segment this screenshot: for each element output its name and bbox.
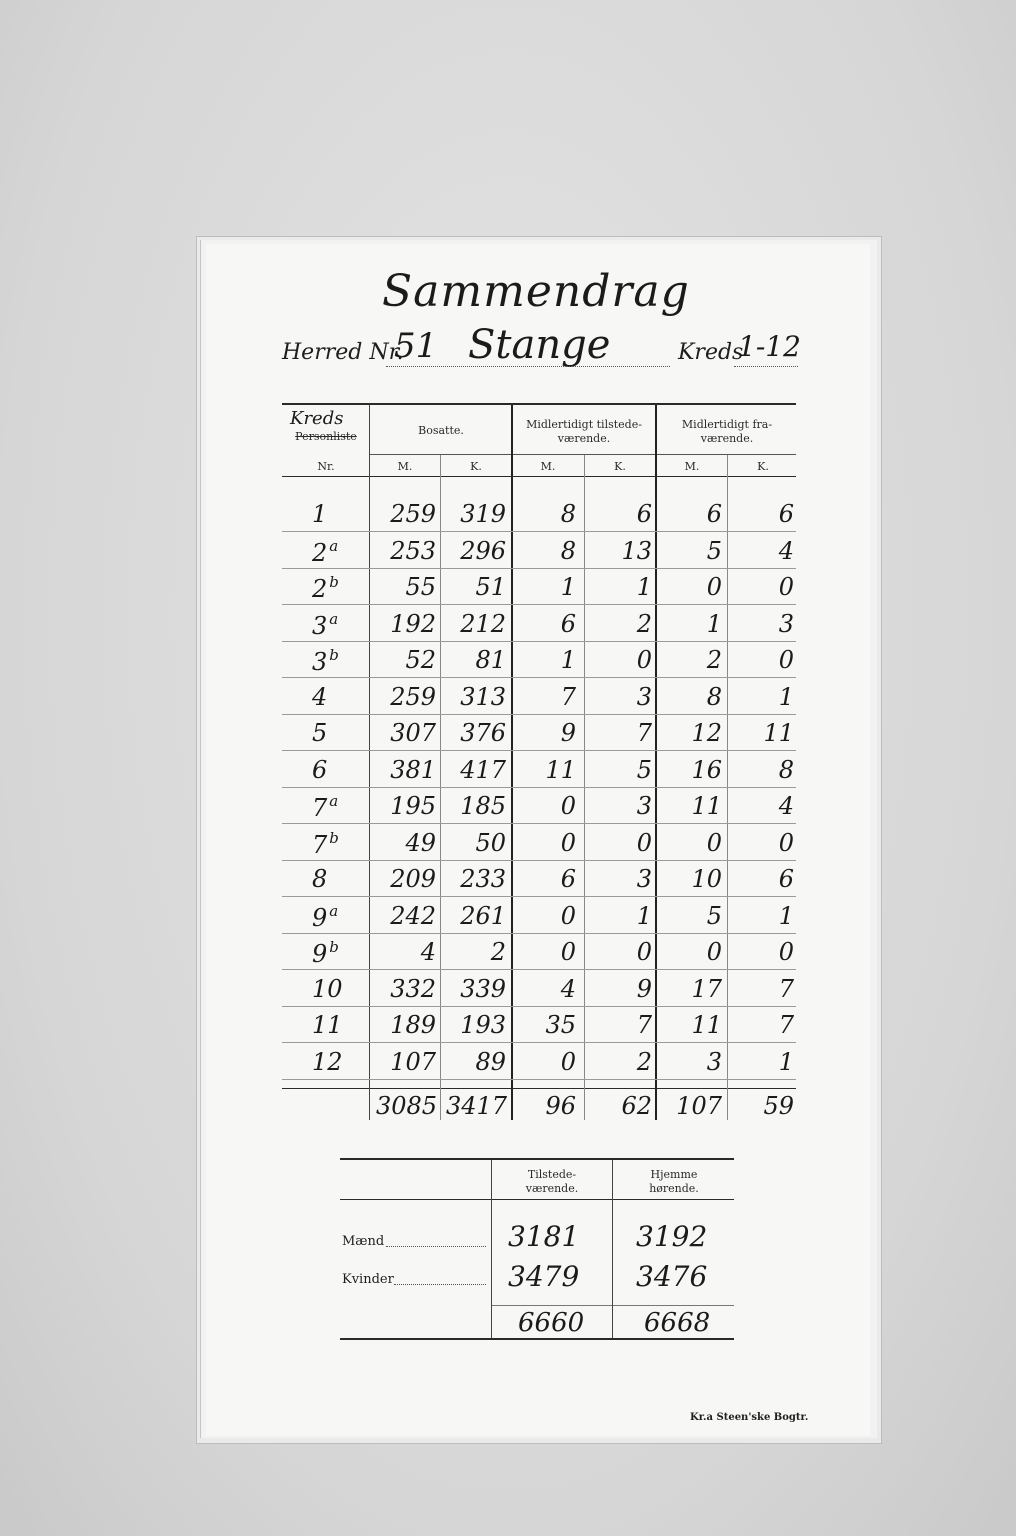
row-nr-number: 3 (312, 612, 328, 640)
cell-tm: 0 (560, 829, 576, 857)
cell-bk: 185 (460, 792, 506, 820)
row-rule (282, 787, 796, 788)
cell-tm: 35 (545, 1011, 576, 1039)
herred-dotted-line (386, 366, 670, 367)
cell-fk: 1 (778, 683, 794, 711)
total-hjemme: 6668 (644, 1308, 711, 1338)
row-nr-number: 9 (312, 904, 328, 932)
total-tilstede-m: 96 (545, 1092, 576, 1120)
row-nr-number: 10 (312, 975, 343, 1003)
row-nr (312, 573, 372, 603)
kreds-value: 1-12 (738, 330, 801, 363)
row-nr-number: 2 (312, 539, 328, 567)
cell-tm: 0 (560, 792, 576, 820)
cell-tk: 1 (636, 573, 652, 601)
cell-tk: 3 (636, 683, 652, 711)
row-rule (282, 1079, 796, 1080)
row-nr-suffix: b (329, 573, 339, 591)
cell-bk: 89 (475, 1048, 506, 1076)
cell-tk: 5 (636, 756, 652, 784)
summary-sum-rule (492, 1305, 734, 1306)
cell-tk: 0 (636, 829, 652, 857)
row-nr-number: 7 (312, 831, 328, 859)
cell-tm: 0 (560, 938, 576, 966)
row-nr-suffix: b (329, 829, 339, 847)
cell-bm: 253 (390, 537, 436, 565)
cell-tk: 6 (636, 500, 652, 528)
col-divider-3 (511, 405, 513, 1120)
row-nr (312, 683, 372, 711)
row-nr (312, 1011, 372, 1039)
bosatte-caption: Bosatte. (418, 424, 464, 437)
kreds-dotted-line (734, 366, 798, 367)
bosatte-m-caption: M. (397, 460, 413, 473)
row-rule (282, 896, 796, 897)
summary-header-rule (340, 1199, 734, 1200)
row-nr (312, 792, 372, 822)
cell-bk: 51 (475, 573, 506, 601)
maend-hjemme: 3192 (636, 1220, 708, 1253)
cell-fm: 0 (706, 938, 722, 966)
cell-bm: 4 (420, 938, 436, 966)
cell-bk: 376 (460, 719, 506, 747)
row-rule (282, 933, 796, 934)
cell-tm: 9 (560, 719, 576, 747)
cell-fm: 16 (691, 756, 722, 784)
nr-caption: Nr. (317, 460, 335, 473)
cell-fm: 12 (691, 719, 722, 747)
cell-fk: 7 (778, 1011, 794, 1039)
cell-tm: 0 (560, 1048, 576, 1076)
kreds-handwritten: Kreds (290, 408, 344, 429)
cell-fm: 10 (691, 865, 722, 893)
cell-fm: 5 (706, 537, 722, 565)
row-nr-number: 12 (312, 1048, 343, 1076)
cell-bk: 193 (460, 1011, 506, 1039)
cell-tm: 4 (560, 975, 576, 1003)
row-nr (312, 756, 372, 784)
summary-hjemme-line2: hørende. (649, 1182, 699, 1195)
cell-bm: 307 (390, 719, 436, 747)
cell-bk: 233 (460, 865, 506, 893)
col-divider-5 (655, 405, 657, 1120)
row-nr (312, 646, 372, 676)
row-nr-suffix: a (329, 610, 339, 628)
summary-col-divider-2 (612, 1160, 613, 1338)
summary-hjemme-line1: Hjemme (650, 1168, 698, 1181)
cell-fk: 7 (778, 975, 794, 1003)
cell-tk: 7 (636, 1011, 652, 1039)
cell-tm: 0 (560, 902, 576, 930)
cell-fk: 1 (778, 902, 794, 930)
cell-fm: 1 (706, 610, 722, 638)
cell-bk: 296 (460, 537, 506, 565)
row-nr-number: 7 (312, 794, 328, 822)
table-top-rule (282, 403, 796, 405)
row-nr-number: 11 (312, 1011, 343, 1039)
cell-bm: 192 (390, 610, 436, 638)
cell-bk: 339 (460, 975, 506, 1003)
maend-label: Mænd (342, 1234, 385, 1249)
cell-fm: 6 (706, 500, 722, 528)
printer-imprint: Kr.a Steen'ske Bogtr. (690, 1412, 809, 1423)
cell-fk: 3 (778, 610, 794, 638)
cell-tm: 8 (560, 537, 576, 565)
cell-bk: 319 (460, 500, 506, 528)
cell-tk: 3 (636, 865, 652, 893)
cell-bm: 52 (405, 646, 436, 674)
row-nr-number: 9 (312, 940, 328, 968)
row-nr-number: 2 (312, 575, 328, 603)
cell-fk: 11 (763, 719, 794, 747)
kreds-label: Kreds (678, 340, 744, 365)
cell-tm: 1 (560, 573, 576, 601)
cell-fm: 0 (706, 573, 722, 601)
herred-label: Herred Nr. (282, 340, 404, 365)
cell-bk: 212 (460, 610, 506, 638)
kvinder-tilstede: 3479 (508, 1260, 580, 1293)
personliste-caption: Personliste (295, 430, 357, 443)
header-bottom-rule (282, 476, 796, 477)
cell-bk: 81 (475, 646, 506, 674)
cell-bm: 55 (405, 573, 436, 601)
summary-tilstede-line1: Tilstede- (527, 1168, 577, 1181)
bosatte-k-caption: K. (470, 460, 482, 473)
cell-bm: 332 (390, 975, 436, 1003)
cell-bk: 417 (460, 756, 506, 784)
cell-bk: 313 (460, 683, 506, 711)
row-nr (312, 1048, 372, 1076)
row-nr-suffix: a (329, 537, 339, 555)
row-nr (312, 500, 372, 528)
total-fravaerende-m: 107 (676, 1092, 722, 1120)
row-rule (282, 750, 796, 751)
cell-tk: 3 (636, 792, 652, 820)
cell-fk: 0 (778, 646, 794, 674)
cell-bk: 261 (460, 902, 506, 930)
row-nr (312, 719, 372, 747)
row-nr-number: 4 (312, 683, 328, 711)
cell-tk: 0 (636, 938, 652, 966)
row-nr-suffix: a (329, 792, 339, 810)
cell-tm: 1 (560, 646, 576, 674)
cell-fk: 4 (778, 792, 794, 820)
row-nr (312, 829, 372, 859)
cell-fm: 11 (691, 792, 722, 820)
kvinder-label: Kvinder (342, 1272, 394, 1287)
row-nr-number: 1 (312, 500, 328, 528)
maend-dotted-line (386, 1246, 486, 1247)
cell-fm: 5 (706, 902, 722, 930)
summary-tilstede-line2: værende. (525, 1182, 579, 1195)
cell-fm: 11 (691, 1011, 722, 1039)
row-rule (282, 860, 796, 861)
document-title: Sammendrag (382, 266, 690, 317)
maend-tilstede: 3181 (508, 1220, 580, 1253)
row-rule (282, 714, 796, 715)
cell-bm: 242 (390, 902, 436, 930)
row-rule (282, 969, 796, 970)
cell-fm: 0 (706, 829, 722, 857)
cell-tm: 8 (560, 500, 576, 528)
cell-fk: 0 (778, 938, 794, 966)
cell-tk: 1 (636, 902, 652, 930)
row-nr-suffix: b (329, 646, 339, 664)
cell-bk: 50 (475, 829, 506, 857)
summary-top-rule (340, 1158, 734, 1160)
fravaerende-caption-line2: værende. (700, 432, 754, 445)
row-nr-number: 3 (312, 648, 328, 676)
tilstede-caption-line2: værende. (557, 432, 611, 445)
total-tilstede: 6660 (518, 1308, 585, 1338)
row-rule (282, 1042, 796, 1043)
row-rule (282, 568, 796, 569)
fravaerende-m-caption: M. (684, 460, 700, 473)
cell-tk: 9 (636, 975, 652, 1003)
row-rule (282, 823, 796, 824)
cell-fk: 4 (778, 537, 794, 565)
header-sub-rule (370, 454, 796, 455)
fravaerende-caption-line1: Midlertidigt fra- (681, 418, 773, 431)
row-nr (312, 938, 372, 968)
cell-fk: 1 (778, 1048, 794, 1076)
cell-bm: 195 (390, 792, 436, 820)
row-nr (312, 902, 372, 932)
cell-bm: 107 (390, 1048, 436, 1076)
row-rule (282, 677, 796, 678)
cell-tk: 2 (636, 610, 652, 638)
total-bosatte-k: 3417 (446, 1092, 508, 1120)
cell-tm: 6 (560, 610, 576, 638)
cell-fk: 8 (778, 756, 794, 784)
row-nr (312, 610, 372, 640)
cell-fk: 0 (778, 829, 794, 857)
row-nr (312, 975, 372, 1003)
cell-fm: 8 (706, 683, 722, 711)
cell-tk: 0 (636, 646, 652, 674)
total-tilstede-k: 62 (621, 1092, 652, 1120)
row-nr-number: 6 (312, 756, 328, 784)
cell-tk: 2 (636, 1048, 652, 1076)
cell-tk: 13 (621, 537, 652, 565)
summary-col-divider-1 (491, 1160, 492, 1338)
kvinder-hjemme: 3476 (636, 1260, 708, 1293)
herred-name: Stange (468, 322, 611, 368)
cell-tk: 7 (636, 719, 652, 747)
row-nr-number: 5 (312, 719, 328, 747)
row-nr-number: 8 (312, 865, 328, 893)
cell-bm: 259 (390, 500, 436, 528)
kvinder-dotted-line (394, 1284, 486, 1285)
total-fravaerende-k: 59 (763, 1092, 794, 1120)
cell-bm: 259 (390, 683, 436, 711)
cell-fk: 0 (778, 573, 794, 601)
cell-fm: 2 (706, 646, 722, 674)
cell-bm: 49 (405, 829, 436, 857)
cell-bk: 2 (490, 938, 506, 966)
cell-fk: 6 (778, 500, 794, 528)
row-rule (282, 531, 796, 532)
row-nr (312, 537, 372, 567)
cell-bm: 209 (390, 865, 436, 893)
herred-number: 51 (394, 326, 438, 366)
tilstede-k-caption: K. (614, 460, 626, 473)
cell-tm: 7 (560, 683, 576, 711)
row-rule (282, 1006, 796, 1007)
row-rule (282, 604, 796, 605)
fravaerende-k-caption: K. (757, 460, 769, 473)
row-nr (312, 865, 372, 893)
cell-bm: 381 (390, 756, 436, 784)
total-bosatte-m: 3085 (376, 1092, 438, 1120)
row-nr-suffix: b (329, 938, 339, 956)
cell-bm: 189 (390, 1011, 436, 1039)
row-rule (282, 641, 796, 642)
cell-fm: 3 (706, 1048, 722, 1076)
tilstede-caption-line1: Midlertidigt tilstede- (526, 418, 642, 431)
tilstede-m-caption: M. (540, 460, 556, 473)
totals-rule (282, 1088, 796, 1089)
cell-fk: 6 (778, 865, 794, 893)
cell-tm: 11 (545, 756, 576, 784)
summary-bottom-rule (340, 1338, 734, 1340)
cell-tm: 6 (560, 865, 576, 893)
cell-fm: 17 (691, 975, 722, 1003)
row-nr-suffix: a (329, 902, 339, 920)
